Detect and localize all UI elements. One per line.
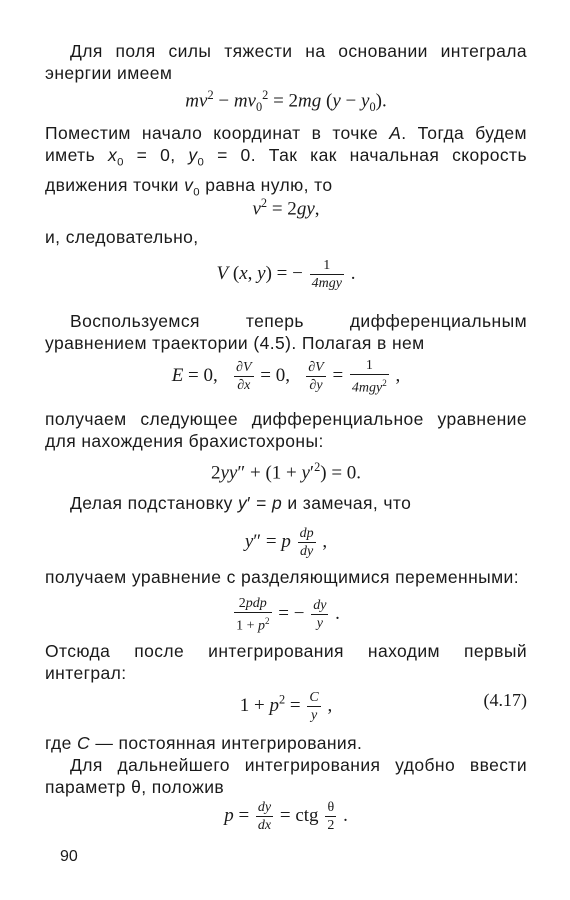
paragraph-energy-integral: Для поля силы тяжести на основании интеграла энергии имеем bbox=[45, 41, 527, 83]
equation-separable: $\frac{\text{2pdp}}{1 + p^2}$ = − $\frac{dy}{y}$ . bbox=[236, 596, 340, 634]
equation-number: (4.17) bbox=[483, 690, 527, 710]
paragraph-separable: получаем уравнение с разделяющимися переменными: bbox=[45, 567, 519, 587]
equation-potential: V (x, y) = − $\frac{1}{\text{4mgy}}$ . bbox=[216, 258, 356, 291]
equation-first-integral: $1 + p^2$ = $\frac{C}{y}$ , (4.17) bbox=[239, 690, 527, 723]
equation-brachistochrone: $2yy'' + (1 + y'^2) = 0$. bbox=[210, 460, 362, 484]
paragraph-substitution: Делая подстановку y′ = p и замечая, что bbox=[70, 493, 412, 513]
paragraph-consequently: и, следовательно, bbox=[45, 227, 199, 247]
paragraph-origin: Поместим начало координат в точке A. Тогда будем иметь $x_0 = 0$, $y_0 = 0$. Так как начальная скорость движения точки $v_0$ равна нулю, то bbox=[45, 123, 527, 198]
page-number: 90 bbox=[60, 848, 78, 865]
equation-parameter: p = $\frac{dy}{dx}$ = ctg $\frac{\theta}{2}$ . bbox=[224, 800, 348, 833]
paragraph-brachistochrone: получаем следующее дифференциальное уравнение для нахождения брахистохроны: bbox=[45, 409, 527, 451]
paragraph-first-integral: Отсюда после интегрирования находим первый интеграл: bbox=[45, 641, 527, 683]
paragraph-trajectory-equation: Воспользуемся теперь дифференциальным уравнением траектории (4.5). Полагая в нем bbox=[45, 311, 527, 353]
paragraph-constant: где C — постоянная интегрирования. bbox=[45, 733, 363, 753]
equation-velocity: $v^2 = 2gy$, bbox=[252, 196, 320, 220]
paragraph-parameter: Для дальнейшего интегрирования удобно ввести параметр θ, положив bbox=[45, 755, 527, 797]
equation-substitution-values: E = 0, $\frac{\partial V}{\partial x}$ = 0, $\frac{\partial V}{\partial y}$ = $\frac{1}{4mgy^2}$ , bbox=[171, 358, 401, 396]
equation-energy: $mv^2 - mv_0^2 = 2mg$ $(y - y_0)$. bbox=[185, 88, 387, 115]
equation-second-derivative: y″ = p $\frac{dp}{dy}$ , bbox=[244, 526, 328, 559]
